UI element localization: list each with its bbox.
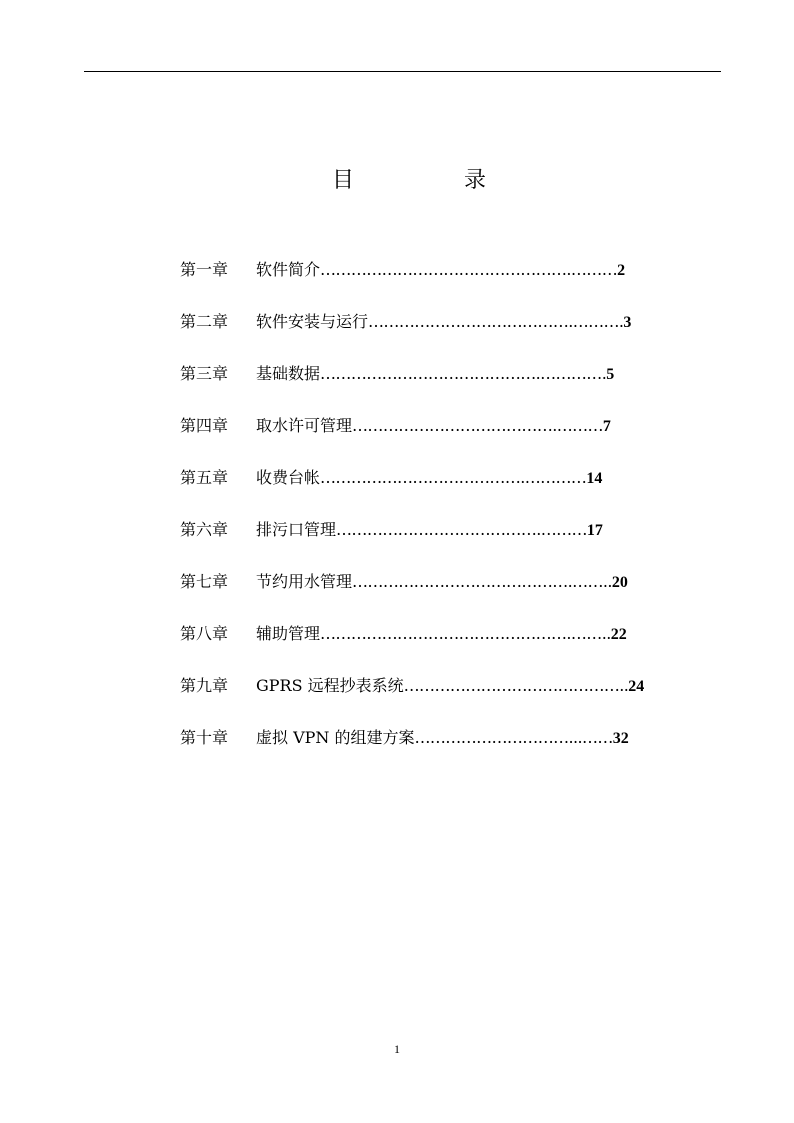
toc-title: 目 录 — [332, 168, 487, 193]
header-rule — [84, 71, 721, 72]
toc-chapter-label: 第八章 — [180, 624, 229, 643]
toc-chapter-label: 第三章 — [180, 364, 229, 383]
toc-page-number: 7 — [602, 418, 611, 435]
toc-entry[interactable] — [180, 411, 611, 441]
toc-entry[interactable] — [180, 567, 628, 597]
toc-page-number: 17 — [586, 522, 603, 539]
toc-entry[interactable] — [180, 723, 629, 753]
toc-chapter-label: 第十章 — [180, 728, 229, 747]
toc-entry[interactable] — [180, 619, 627, 649]
toc-page-number: 20 — [611, 574, 628, 591]
toc-leader-dots: …………………………...…… — [414, 728, 613, 747]
toc-chapter-title: 软件简介 — [256, 260, 321, 279]
toc-leader-dots: ………………………………….………… — [320, 468, 587, 487]
toc-chapter-label: 第二章 — [180, 312, 229, 331]
toc-chapter-title: 取水许可管理 — [256, 416, 353, 435]
toc-page-number: 22 — [610, 626, 627, 643]
toc-leader-dots: ………………………………….……… — [352, 416, 603, 435]
toc-chapter-title: 辅助管理 — [256, 624, 321, 643]
toc-leader-dots: …………………………………….…………. — [320, 364, 607, 383]
toc-chapter-label: 第六章 — [180, 520, 229, 539]
toc-entry[interactable] — [180, 255, 625, 285]
toc-page-number: 14 — [586, 470, 603, 487]
toc-chapter-title: 收费台帐 — [256, 468, 321, 487]
toc-chapter-label: 第一章 — [180, 260, 229, 279]
toc-leader-dots: …………………………………….. — [403, 676, 629, 695]
toc-leader-dots: ………………………………………….…….. — [320, 624, 611, 643]
toc-chapter-title: 节约用水管理 — [256, 572, 353, 591]
toc-leader-dots: ………………………………….………. — [368, 312, 624, 331]
toc-entry[interactable] — [180, 307, 631, 337]
toc-page-number: 3 — [623, 314, 632, 331]
toc-page-number: 2 — [617, 262, 626, 279]
toc-chapter-title: GPRS 远程抄表系统 — [256, 676, 404, 695]
toc-leader-dots: …………………………………….…….. — [352, 572, 612, 591]
toc-entry[interactable] — [180, 359, 614, 389]
toc-entry[interactable] — [180, 463, 602, 493]
page-number: 1 — [394, 1042, 400, 1056]
toc-entry[interactable] — [180, 515, 603, 545]
toc-page-number: 32 — [612, 730, 629, 747]
toc-entry[interactable] — [180, 671, 644, 701]
toc-chapter-label: 第五章 — [180, 468, 229, 487]
toc-chapter-label: 第九章 — [180, 676, 229, 695]
toc-chapter-title: 软件安装与运行 — [256, 312, 369, 331]
toc-page-number: 24 — [628, 678, 645, 695]
toc-chapter-label: 第七章 — [180, 572, 229, 591]
toc-chapter-title: 虚拟 VPN 的组建方案 — [256, 728, 415, 747]
toc-leader-dots: ………………………………………….……… — [320, 260, 618, 279]
toc-chapter-label: 第四章 — [180, 416, 229, 435]
toc-chapter-title: 排污口管理 — [256, 520, 337, 539]
toc-chapter-title: 基础数据 — [256, 364, 321, 383]
toc-page-number: 5 — [606, 366, 615, 383]
toc-leader-dots: ………………………………….……… — [336, 520, 587, 539]
